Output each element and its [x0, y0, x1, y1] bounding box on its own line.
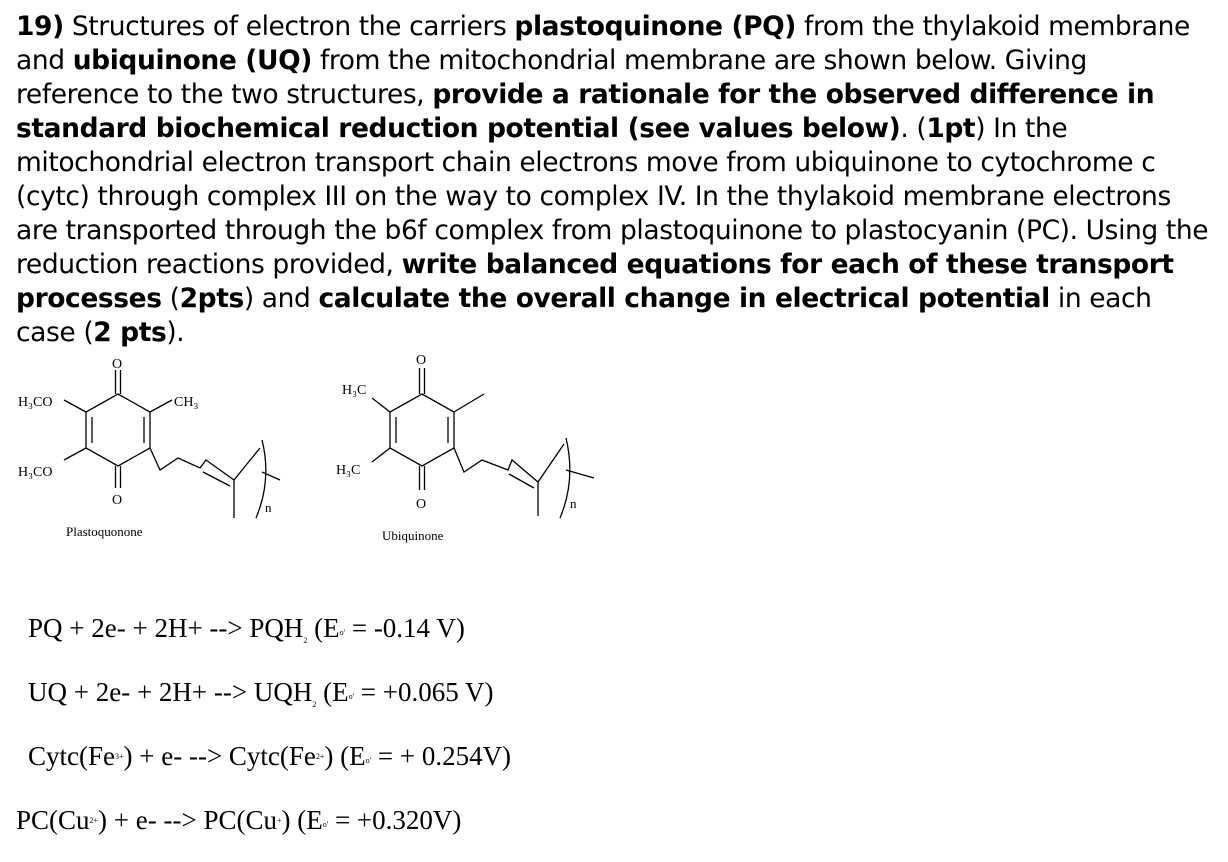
plastoquinone-caption: Plastoquonone: [66, 524, 143, 539]
equation-potential-value: = + 0.254V): [371, 741, 512, 771]
equation-subscript: 2: [303, 636, 308, 645]
plastoquinone-methoxy-top: H₃CO: [18, 395, 53, 410]
ubiquinone-methyl-bottom: H₃C: [336, 463, 361, 478]
ubiquinone-repeat-bracket: [560, 438, 570, 518]
ubiquinone-ring: [390, 394, 454, 466]
question-bold-segment: 1pt: [926, 113, 976, 144]
question-bold-segment: ubiquinone (UQ): [72, 45, 312, 76]
question-segment: from the thylakoid membrane and: [16, 11, 1190, 76]
question-segment: ) and: [243, 283, 319, 314]
plastoquinone-repeat-label: n: [265, 500, 272, 515]
equation-prime: ': [326, 820, 329, 829]
ubiquinone-repeat-label: n: [570, 496, 577, 511]
equation-degree: o: [365, 756, 370, 765]
question-segment: . (: [900, 113, 927, 144]
question-segment: in each case (: [16, 283, 1152, 348]
equation-prime: ': [343, 628, 346, 637]
equation-degree: o: [322, 820, 327, 829]
ubiquinone-top-oxygen: O: [416, 353, 427, 368]
question-bold-segment: write balanced equations for each of these transport processes: [16, 249, 1174, 314]
equation-pc-reduction: [16, 804, 461, 841]
chemical-structures-figure: [0, 340, 640, 560]
ubiquinone-caption: Ubiquinone: [382, 528, 444, 543]
plastoquinone-methyl: CH₃: [174, 395, 199, 410]
question-text: [16, 10, 1216, 350]
plastoquinone-tail: [150, 448, 260, 480]
ubiquinone-tail: [454, 444, 564, 482]
equation-charge: +: [276, 816, 282, 825]
equation-potential-open: (E: [307, 613, 340, 643]
equation-potential-open: ) (E: [324, 741, 366, 771]
equation-lhs: PQ + 2e- + 2H+ --> PQH: [28, 613, 304, 643]
plastoquinone-structure: [64, 370, 280, 518]
ubiquinone-methyl-top: H₃C: [342, 383, 367, 398]
equation-potential-open: ) (E: [281, 805, 323, 835]
equation-charge: 3+: [115, 752, 124, 761]
question-bold-segment: provide a rationale for the observed difference in standard biochemical reduction potential (see values below): [16, 79, 1155, 144]
equation-cytc-reduction: [28, 740, 511, 777]
plastoquinone-ring: [86, 394, 150, 466]
equation-charge: 2+: [315, 752, 325, 761]
question-bold-segment: 2 pts: [93, 317, 167, 348]
question-segment: ) In the mitochondrial electron transport chain electrons move from ubiquinone to cytochrome c (cytc) through complex III on the way to complex IV. In the thylakoid membrane electrons are transported through the b6f complex from plastoquinone to plastocyanin (PC). Using the reduction reactions provided,: [16, 113, 1209, 280]
question-segment: Structures of electron the carriers: [63, 11, 515, 42]
question-bold-segment: calculate the overall change in electrical potential: [318, 283, 1050, 314]
plastoquinone-bottom-oxygen: O: [112, 493, 123, 508]
plastoquinone-top-oxygen: O: [112, 357, 123, 372]
equation-mid: ) + e- --> PC(Cu: [98, 805, 277, 835]
question-segment: ).: [166, 317, 185, 348]
equation-degree: o: [348, 692, 353, 701]
plastoquinone-methoxy-bottom: H₃CO: [18, 465, 53, 480]
equation-potential-value: = +0.320V): [328, 805, 462, 835]
question-number: 19): [16, 11, 64, 42]
equation-lhs: UQ + 2e- + 2H+ --> UQH: [28, 677, 313, 707]
equation-mid: ) + e- --> Cytc(Fe: [123, 741, 316, 771]
equation-potential-value: = -0.14 V): [345, 613, 465, 643]
equation-lhs: PC(Cu: [16, 805, 90, 835]
equation-pq-reduction: [28, 612, 465, 657]
question-segment: from the mitochondrial membrane are shown below. Giving reference to the two structures,: [16, 45, 1087, 110]
question-segment: (: [161, 283, 180, 314]
equation-lhs: Cytc(Fe: [28, 741, 115, 771]
equation-prime: ': [369, 756, 372, 765]
equation-subscript: 2: [312, 700, 317, 709]
question-bold-segment: plastoquinone (PQ): [514, 11, 797, 42]
equation-prime: ': [352, 692, 355, 701]
ubiquinone-structure: [372, 368, 594, 518]
equation-uq-reduction: [28, 676, 494, 721]
ubiquinone-bottom-oxygen: O: [416, 497, 427, 512]
equation-potential-value: = +0.065 V): [354, 677, 494, 707]
equation-charge: 2+: [89, 816, 99, 825]
equation-degree: o: [339, 628, 344, 637]
equation-potential-open: (E: [316, 677, 349, 707]
question-bold-segment: 2pts: [179, 283, 244, 314]
